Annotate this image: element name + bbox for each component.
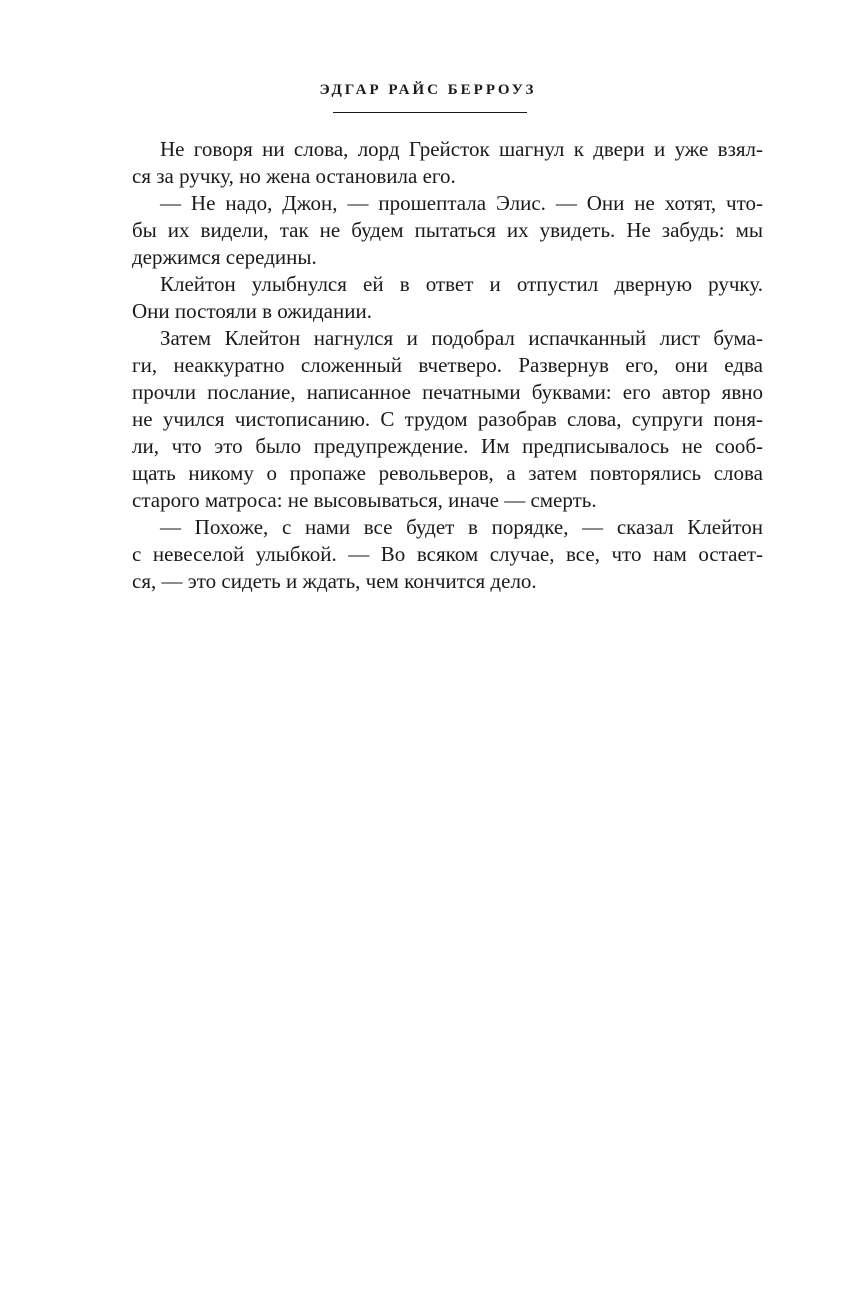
text-line: бы их видели, так не будем пытаться их увидеть. Не забудь: мы [132,218,763,242]
text-line: — Не надо, Джон, — прошептала Элис. — Они не хотят, что- [160,191,763,215]
text-line: прочли послание, написанное печатными буквами: его автор явно [132,380,763,404]
text-line: — Похоже, с нами все будет в порядке, — сказал Клейтон [160,515,763,539]
text-line: Они постояли в ожидании. [132,299,372,323]
text-line: ся за ручку, но жена остановила его. [132,164,456,188]
text-line: с невеселой улыбкой. — Во всяком случае, все, что нам остает- [132,542,763,566]
running-header: ЭДГАР РАЙС БЕРРОУЗ [319,82,537,98]
header-rule [333,112,527,113]
text-line: старого матроса: не высовываться, иначе — смерть. [132,488,597,512]
text-line: ся, — это сидеть и ждать, чем кончится дело. [132,569,537,593]
text-line: ги, неаккуратно сложенный вчетверо. Развернув его, они едва [132,353,763,377]
text-line: Не говоря ни слова, лорд Грейсток шагнул к двери и уже взял- [160,137,763,161]
text-line: не учился чистописанию. С трудом разобрав слова, супруги поня- [132,407,763,431]
text-line: держимся середины. [132,245,317,269]
text-line: Затем Клейтон нагнулся и подобрал испачканный лист бума- [160,326,763,350]
text-line: ли, что это было предупреждение. Им предписывалось не сооб- [132,434,763,458]
text-line: Клейтон улыбнулся ей в ответ и отпустил дверную ручку. [160,272,763,296]
text-line: щать никому о пропаже револьверов, а затем повторялись слова [132,461,763,485]
